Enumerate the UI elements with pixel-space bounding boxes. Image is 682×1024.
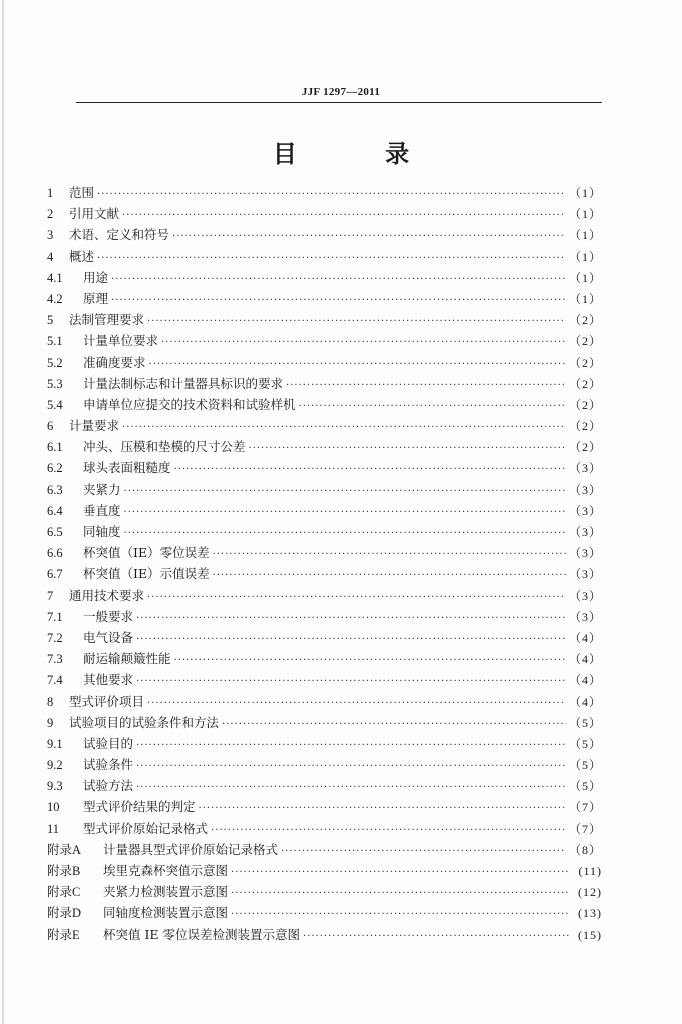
toc-entry-title: 术语、定义和符号 <box>69 227 170 243</box>
toc-entry-title: 杯突值（IE）示值误差 <box>83 566 210 582</box>
toc-entry-page: （2） <box>568 440 602 455</box>
table-of-contents <box>47 182 602 945</box>
toc-entry-page: （1） <box>568 207 602 222</box>
toc-entry-number: 6.3 <box>47 482 63 497</box>
toc-entry <box>47 415 602 436</box>
toc-entry-title: 杯突值 IE 零位误差检测装置示意图 <box>103 926 301 942</box>
toc-leader-dots <box>97 184 566 205</box>
toc-entry <box>47 500 602 521</box>
toc-entry-title: 概述 <box>69 248 95 264</box>
toc-entry-page: （2） <box>568 313 602 328</box>
toc-entry-title: 试验条件 <box>83 757 134 773</box>
toc-leader-dots <box>172 226 566 247</box>
toc-entry-number: 7.1 <box>47 609 63 624</box>
toc-entry-number: 附录A <box>47 842 82 857</box>
toc-leader-dots <box>199 798 566 819</box>
toc-entry-page: （5） <box>568 758 602 773</box>
toc-entry-number: 5.1 <box>47 334 63 349</box>
toc-entry-title: 原理 <box>83 290 109 306</box>
toc-entry-title: 通用技术要求 <box>69 587 145 603</box>
toc-entry-number: 附录E <box>47 927 80 942</box>
toc-entry-page: （5） <box>568 779 602 794</box>
toc-entry-page: （3） <box>568 503 602 518</box>
toc-entry-title: 夹紧力 <box>83 481 121 497</box>
toc-entry-number: 11 <box>47 821 60 836</box>
header-rule <box>76 102 602 103</box>
toc-entry-page: （8） <box>568 842 602 857</box>
toc-leader-dots <box>174 459 566 480</box>
toc-entry <box>47 457 602 478</box>
toc-entry <box>47 563 602 584</box>
toc-leader-dots <box>124 523 566 544</box>
toc-leader-dots <box>136 777 566 798</box>
toc-entry-page: （7） <box>568 800 602 815</box>
toc-leader-dots <box>111 290 566 311</box>
toc-entry-page: （3） <box>568 546 602 561</box>
toc-entry-page: （1） <box>568 291 602 306</box>
toc-entry-number: 4 <box>47 249 54 264</box>
toc-entry-title: 准确度要求 <box>83 354 146 370</box>
toc-entry-number: 1 <box>47 186 54 200</box>
toc-leader-dots <box>303 926 569 947</box>
toc-entry <box>47 712 602 733</box>
toc-entry <box>47 521 602 542</box>
toc-entry-page: （2） <box>568 376 602 391</box>
toc-entry-page: (13) <box>578 906 602 921</box>
toc-leader-dots <box>124 502 566 523</box>
toc-entry <box>47 373 602 394</box>
toc-entry <box>47 394 602 415</box>
toc-entry <box>47 839 602 860</box>
toc-entry-page: （7） <box>568 821 602 836</box>
toc-entry-number: 6.5 <box>47 525 63 539</box>
toc-entry-title: 计量法制标志和计量器具标识的要求 <box>83 375 284 391</box>
toc-entry <box>47 352 602 373</box>
toc-leader-dots <box>211 820 566 841</box>
toc-entry <box>47 733 602 754</box>
toc-leader-dots <box>213 544 566 565</box>
standard-code: JJF 1297—2011 <box>301 86 381 98</box>
toc-leader-dots <box>147 693 566 714</box>
toc-entry-number: 9 <box>47 715 54 730</box>
toc-entry <box>47 627 602 648</box>
toc-leader-dots <box>97 248 566 269</box>
toc-entry <box>47 924 602 945</box>
toc-entry-title: 范围 <box>69 185 95 200</box>
toc-leader-dots <box>147 587 566 608</box>
toc-entry-page: （2） <box>568 419 602 434</box>
toc-entry <box>47 288 602 309</box>
toc-entry-number: 附录D <box>47 906 82 921</box>
toc-entry-title: 引用文献 <box>69 206 120 222</box>
toc-entry-number: 5.2 <box>47 355 63 370</box>
toc-entry-title: 计量要求 <box>69 418 120 434</box>
toc-entry-page: （1） <box>568 186 602 200</box>
toc-entry-number: 5.3 <box>47 376 63 391</box>
toc-leader-dots <box>231 862 569 883</box>
toc-entry-title: 试验目的 <box>83 735 134 751</box>
toc-leader-dots <box>122 205 566 226</box>
toc-leader-dots <box>136 608 566 629</box>
toc-entry <box>47 585 602 606</box>
toc-entry-title: 申请单位应提交的技术资料和试验样机 <box>83 396 296 412</box>
toc-entry-title: 同轴度检测装置示意图 <box>103 905 229 921</box>
toc-entry-title: 试验项目的试验条件和方法 <box>69 714 220 730</box>
toc-entry <box>47 246 602 267</box>
toc-leader-dots <box>124 481 566 502</box>
toc-entry <box>47 479 602 500</box>
toc-entry-title: 夹紧力检测装置示意图 <box>103 884 229 900</box>
toc-entry-page: （5） <box>568 715 602 730</box>
toc-entry-number: 7.2 <box>47 630 63 645</box>
toc-entry-number: 附录B <box>47 864 81 878</box>
toc-entry <box>47 881 602 902</box>
toc-entry-number: 6.2 <box>47 461 63 476</box>
toc-entry-title: 计量器具型式评价原始记录格式 <box>103 841 279 857</box>
toc-entry <box>47 860 602 881</box>
toc-entry-title: 其他要求 <box>83 672 134 688</box>
toc-entry-title: 用途 <box>83 269 109 285</box>
toc-entry-number: 7.3 <box>47 652 63 667</box>
toc-entry-title: 冲头、压模和垫模的尺寸公差 <box>83 439 246 455</box>
toc-leader-dots <box>213 565 566 586</box>
toc-entry-page: (15) <box>578 927 602 942</box>
toc-leader-dots <box>231 883 569 904</box>
toc-entry <box>47 754 602 775</box>
toc-leader-dots <box>299 396 566 417</box>
toc-entry-title: 电气设备 <box>83 629 134 645</box>
toc-entry <box>47 224 602 245</box>
toc-entry-title: 试验方法 <box>83 778 134 794</box>
toc-entry <box>47 542 602 563</box>
toc-entry-page: （2） <box>568 397 602 412</box>
toc-entry-number: 3 <box>47 228 54 243</box>
toc-entry-number: 5 <box>47 313 54 328</box>
toc-entry <box>47 309 602 330</box>
toc-entry-page: (11) <box>578 864 602 878</box>
toc-entry-page: （1） <box>568 270 602 285</box>
toc-entry-title: 一般要求 <box>83 608 134 624</box>
toc-entry-page: （3） <box>568 609 602 624</box>
toc-entry <box>47 182 602 203</box>
toc-entry-title: 垂直度 <box>83 502 121 518</box>
toc-entry <box>47 669 602 690</box>
toc-entry-title: 杯突值（IE）零位误差 <box>83 545 210 561</box>
toc-entry-number: 2 <box>47 207 54 222</box>
toc-entry-number: 6.7 <box>47 567 63 582</box>
toc-entry-title: 同轴度 <box>83 524 121 539</box>
toc-entry-page: （2） <box>568 355 602 370</box>
toc-entry-number: 10 <box>47 800 60 815</box>
toc-entry-page: （3） <box>568 567 602 582</box>
toc-entry-number: 6.1 <box>47 440 63 455</box>
toc-leader-dots <box>286 375 566 396</box>
toc-entry-page: （4） <box>568 673 602 688</box>
toc-entry-page: （3） <box>568 482 602 497</box>
toc-entry-page: （5） <box>568 736 602 751</box>
toc-leader-dots <box>161 332 566 353</box>
toc-entry <box>47 436 602 457</box>
toc-entry-number: 8 <box>47 694 54 709</box>
toc-entry <box>47 330 602 351</box>
toc-leader-dots <box>136 671 566 692</box>
toc-entry <box>47 902 602 923</box>
toc-entry-number: 6 <box>47 419 54 434</box>
toc-leader-dots <box>111 269 566 290</box>
toc-entry <box>47 818 602 839</box>
toc-entry-title: 型式评价结果的判定 <box>83 799 196 815</box>
toc-leader-dots <box>231 904 569 925</box>
toc-entry-page: （4） <box>568 694 602 709</box>
toc-entry-number: 4.2 <box>47 291 63 306</box>
toc-entry-title: 计量单位要求 <box>83 333 159 349</box>
toc-entry-title: 耐运输颠簸性能 <box>83 651 171 667</box>
toc-entry <box>47 203 602 224</box>
toc-entry-number: 6.6 <box>47 546 63 561</box>
toc-leader-dots <box>147 311 566 332</box>
toc-entry-number: 9.2 <box>47 758 63 773</box>
toc-leader-dots <box>122 417 566 438</box>
toc-entry-number: 9.1 <box>47 736 63 751</box>
toc-entry-title: 埃里克森杯突值示意图 <box>103 863 229 878</box>
toc-entry-page: （3） <box>568 525 602 539</box>
toc-entry-page: (12) <box>578 885 602 900</box>
toc-entry-title: 法制管理要求 <box>69 312 145 328</box>
toc-entry <box>47 606 602 627</box>
toc-entry-page: （4） <box>568 652 602 667</box>
toc-entry-page: （4） <box>568 630 602 645</box>
toc-entry <box>47 267 602 288</box>
toc-leader-dots <box>174 650 566 671</box>
toc-entry <box>47 775 602 796</box>
toc-entry-title: 型式评价原始记录格式 <box>83 820 209 836</box>
toc-entry-page: （3） <box>568 461 602 476</box>
toc-entry-number: 5.4 <box>47 397 63 412</box>
toc-entry-number: 6.4 <box>47 503 63 518</box>
toc-entry <box>47 691 602 712</box>
toc-entry-number: 7 <box>47 588 54 603</box>
toc-entry-number: 9.3 <box>47 779 63 794</box>
toc-leader-dots <box>149 354 566 375</box>
toc-entry-title: 型式评价项目 <box>69 693 145 709</box>
toc-entry-page: （1） <box>568 228 602 243</box>
toc-title: 目 录 <box>272 140 450 168</box>
toc-entry-page: （1） <box>568 249 602 264</box>
toc-entry-number: 附录C <box>47 885 81 900</box>
toc-leader-dots <box>249 438 566 459</box>
toc-leader-dots <box>136 735 566 756</box>
toc-leader-dots <box>281 841 566 862</box>
toc-entry-number: 7.4 <box>47 673 63 688</box>
toc-entry <box>47 796 602 817</box>
toc-leader-dots <box>222 714 566 735</box>
toc-entry-title: 球头表面粗糙度 <box>83 460 171 476</box>
toc-leader-dots <box>136 756 566 777</box>
toc-entry-page: （3） <box>568 588 602 603</box>
toc-leader-dots <box>136 629 566 650</box>
toc-entry-number: 4.1 <box>47 270 63 285</box>
toc-entry <box>47 648 602 669</box>
toc-entry-page: （2） <box>568 334 602 349</box>
